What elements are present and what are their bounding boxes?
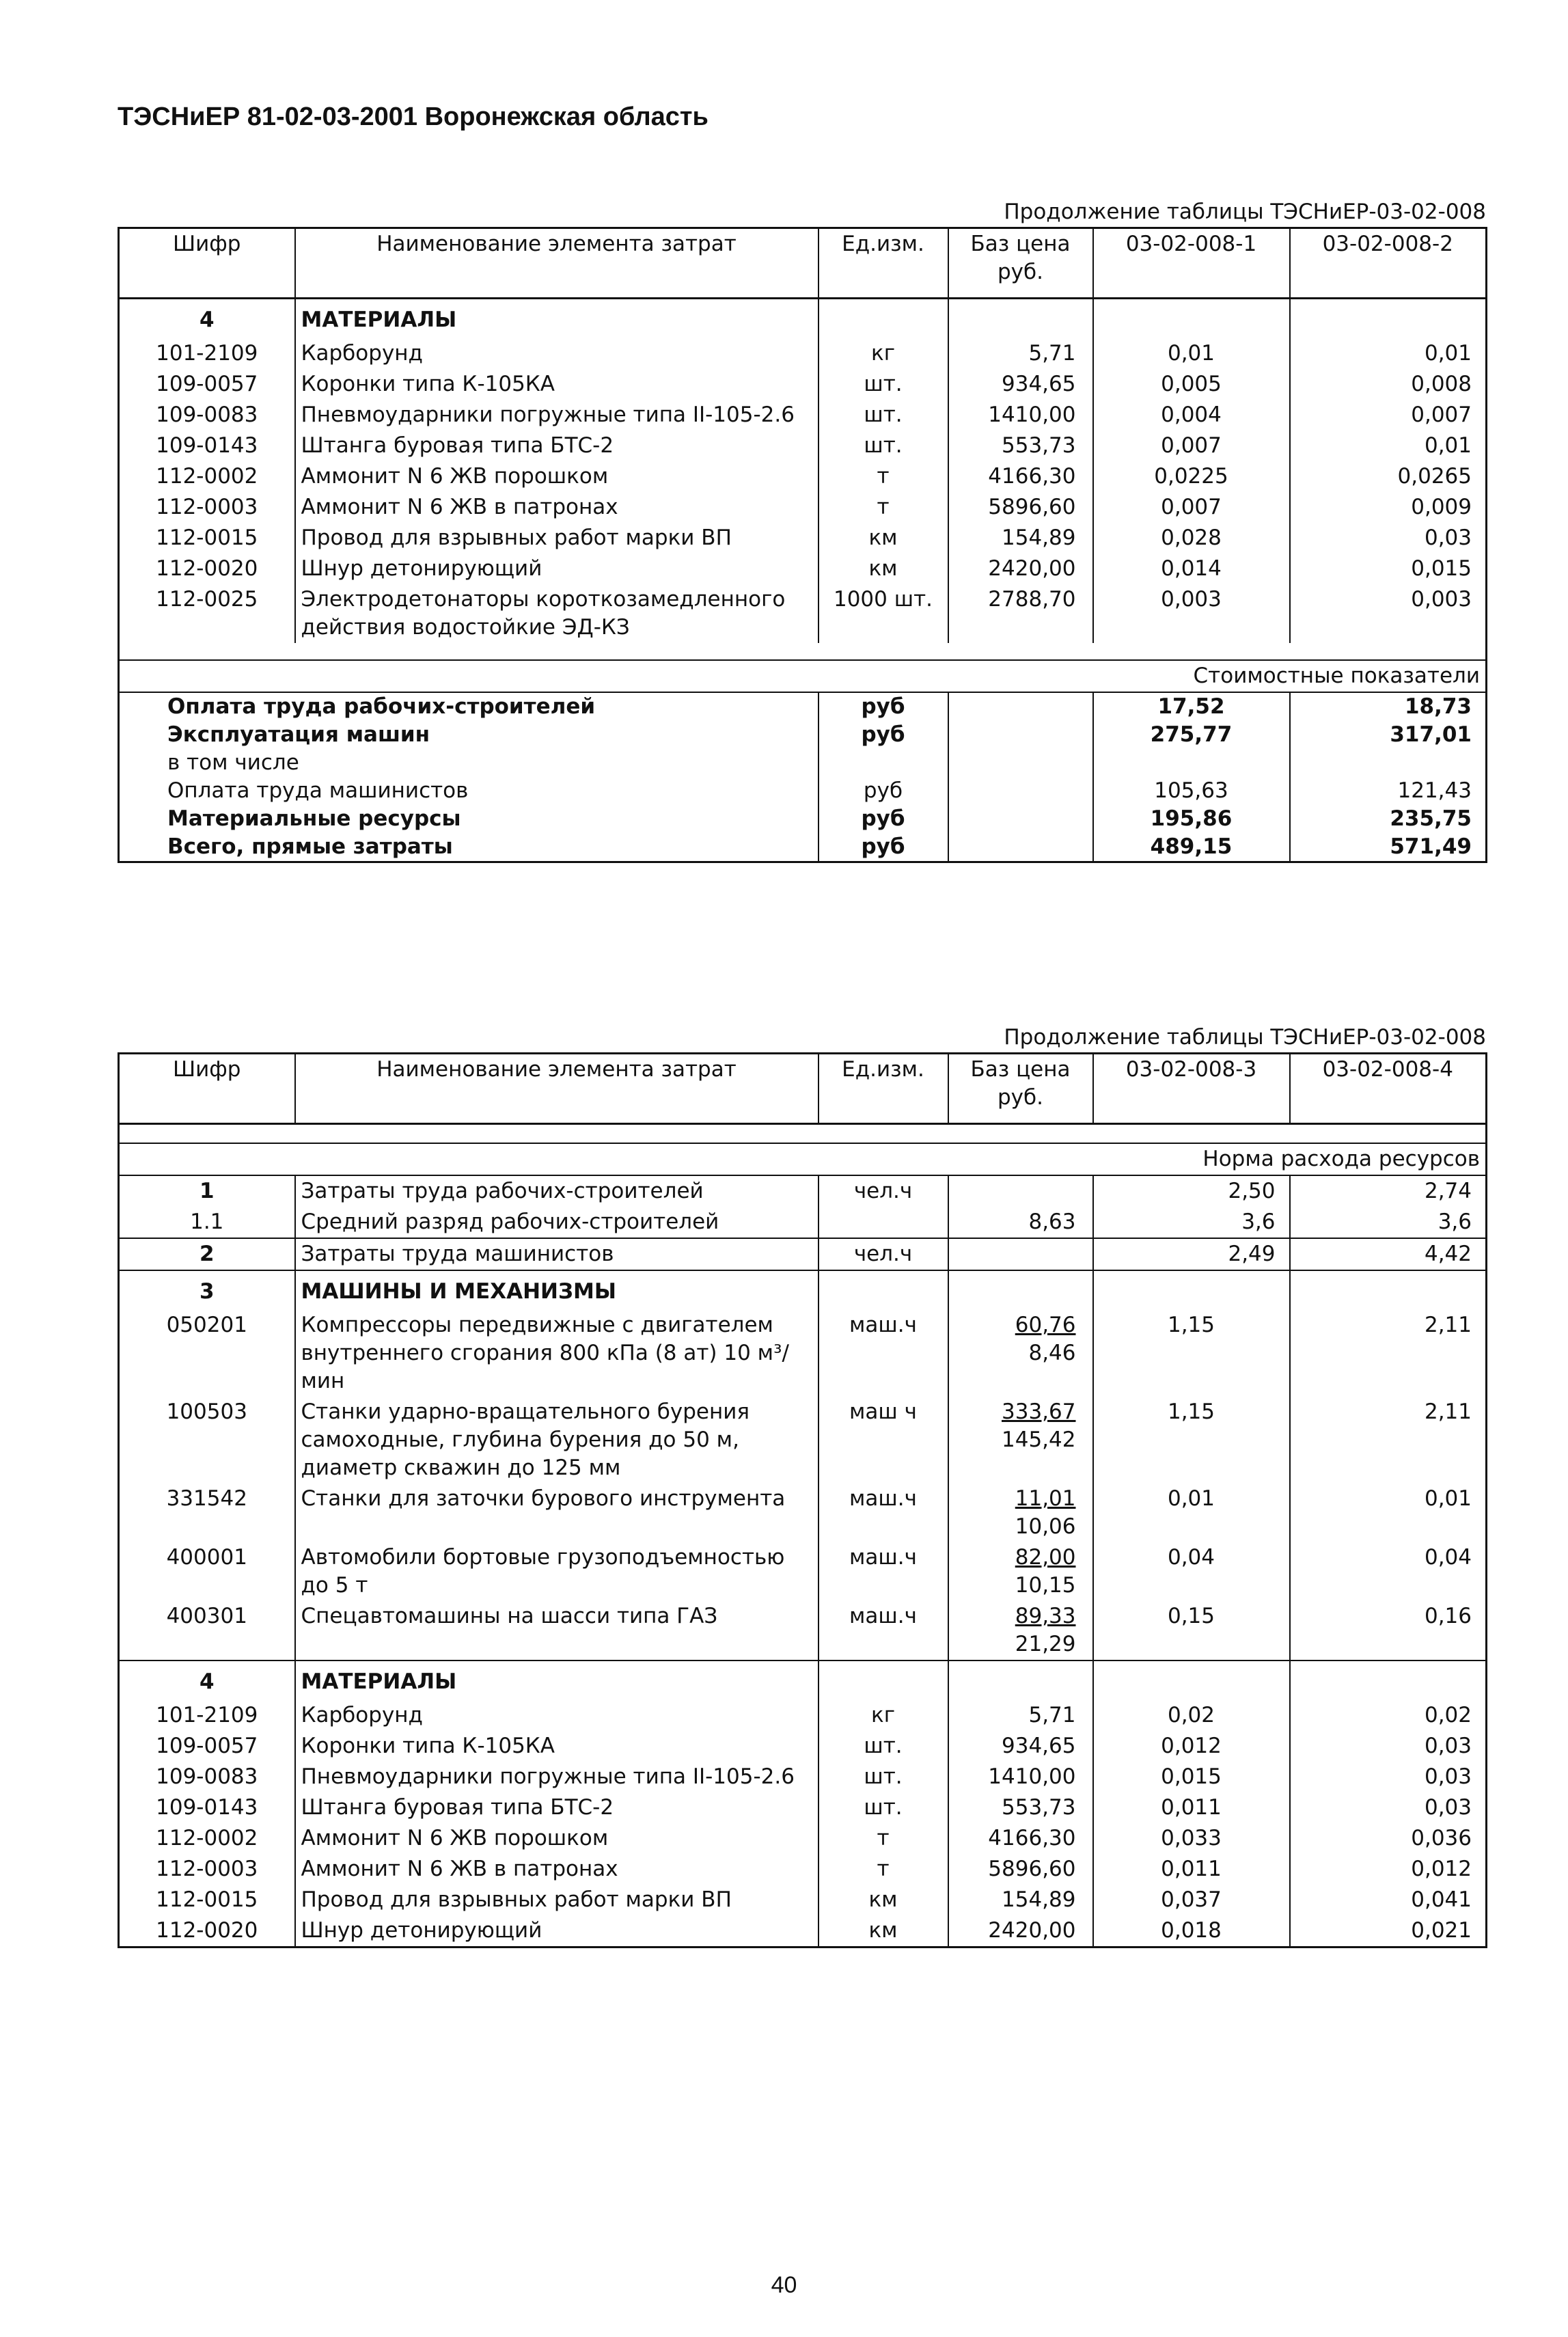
table-row	[119, 1915, 1487, 1948]
table-row	[119, 1397, 1487, 1484]
cell-price: 2420,00	[948, 554, 1093, 584]
cell-value-1: 0,012	[1093, 1731, 1290, 1762]
cost-caption	[119, 660, 1487, 692]
cell-value-2: 2,11	[1290, 1310, 1487, 1397]
cell-value-2: 2,11	[1290, 1397, 1487, 1484]
cell-code: 101-2109	[156, 1703, 258, 1727]
cost-value-2	[1290, 749, 1487, 777]
page-title: ТЭСНиЕР 81-02-03-2001 Воронежская область	[118, 102, 709, 131]
cell-name: Автомобили бортовые грузоподъемностью до 5 т	[295, 1542, 819, 1601]
cell-value-1: 0,011	[1093, 1854, 1290, 1885]
cell-name: Аммонит N 6 ЖВ в патронах	[295, 492, 819, 523]
cost-unit: руб	[819, 805, 948, 833]
cell-name: Шнур детонирующий	[295, 554, 819, 584]
col-header-code: Шифр	[119, 228, 295, 299]
cell-name: Затраты труда машинистов	[295, 1238, 819, 1270]
cell-unit: маш ч	[819, 1397, 948, 1484]
cell-code: 112-0015	[156, 525, 258, 550]
cell-unit: т	[819, 1854, 948, 1885]
cost-value-2: 571,49	[1290, 833, 1487, 862]
cell-code: 112-0003	[156, 1857, 258, 1881]
cell-code: 112-0025	[156, 587, 258, 612]
cell-code: 112-0020	[156, 556, 258, 581]
cell-unit: маш.ч	[819, 1310, 948, 1397]
cell-value-2: 0,015	[1290, 554, 1487, 584]
table1-body	[119, 299, 1487, 862]
table-row	[119, 400, 1487, 430]
table-row	[119, 1823, 1487, 1854]
cost-label: в том числе	[167, 750, 299, 775]
cell-value-2: 0,021	[1290, 1915, 1487, 1948]
cell-code: 109-0083	[156, 1764, 258, 1789]
table-row	[119, 338, 1487, 369]
cost-label: Эксплуатация машин	[167, 722, 430, 747]
cell-value-2: 0,03	[1290, 523, 1487, 554]
cost-row	[119, 805, 1487, 833]
cost-label: Оплата труда рабочих-строителей	[167, 694, 596, 719]
table-row	[119, 1700, 1487, 1731]
cell-price	[948, 1601, 1093, 1660]
cell-unit: т	[819, 1823, 948, 1854]
cell-value-1: 0,005	[1093, 369, 1290, 400]
cell-price: 8,63	[948, 1207, 1093, 1238]
cell-value-2: 2,74	[1290, 1175, 1487, 1207]
cell-code: 112-0002	[156, 464, 258, 489]
table-row	[119, 554, 1487, 584]
cell-unit: чел.ч	[819, 1238, 948, 1270]
price-base: 89,33	[1015, 1604, 1076, 1628]
cost-caption-text: Стоимостные показатели	[119, 660, 1487, 692]
norm-caption	[119, 1143, 1487, 1175]
cost-unit: руб	[819, 692, 948, 721]
cell-value-1: 0,037	[1093, 1885, 1290, 1915]
cell-value-1: 0,004	[1093, 400, 1290, 430]
cell-name: Затраты труда рабочих-строителей	[295, 1175, 819, 1207]
cost-value-2: 317,01	[1290, 721, 1487, 749]
table-row	[119, 1854, 1487, 1885]
cell-name: Карборунд	[295, 1700, 819, 1731]
cell-code: 112-0015	[156, 1887, 258, 1912]
spacer-row	[119, 643, 1487, 660]
col-header-name: Наименование элемента затрат	[295, 228, 819, 299]
cell-name: Спецавтомашины на шасси типа ГАЗ	[295, 1601, 819, 1660]
cell-code: 1.1	[190, 1210, 224, 1234]
cell-value-1: 0,007	[1093, 492, 1290, 523]
cell-unit: чел.ч	[819, 1175, 948, 1207]
section-code: 4	[119, 1660, 295, 1700]
cell-price: 2420,00	[948, 1915, 1093, 1948]
cell-price	[948, 1175, 1093, 1207]
cell-name: Коронки типа К-105КА	[295, 1731, 819, 1762]
cell-unit: шт.	[819, 1762, 948, 1792]
cell-value-1: 0,028	[1093, 523, 1290, 554]
cell-unit: км	[819, 1885, 948, 1915]
cell-price	[948, 1542, 1093, 1601]
cell-unit: км	[819, 554, 948, 584]
table-row	[119, 1542, 1487, 1601]
cell-code: 100503	[166, 1399, 247, 1424]
section-row	[119, 299, 1487, 339]
cost-label: Всего, прямые затраты	[119, 833, 819, 862]
section-name: МАТЕРИАЛЫ	[295, 299, 819, 339]
cost-label: Материальные ресурсы	[167, 806, 461, 831]
cell-code: 400001	[166, 1545, 247, 1570]
cell-value-2: 0,03	[1290, 1792, 1487, 1823]
cell-price	[948, 1310, 1093, 1397]
col-header-code: Шифр	[119, 1054, 295, 1124]
cell-code: 331542	[166, 1486, 247, 1511]
cell-price: 1410,00	[948, 400, 1093, 430]
cell-unit: шт.	[819, 369, 948, 400]
cost-value-1: 489,15	[1093, 833, 1290, 862]
cost-row	[119, 833, 1487, 862]
cell-code: 1	[199, 1179, 215, 1203]
cell-name: Пневмоударники погружные типа II-105-2.6	[295, 1762, 819, 1792]
cell-value-2: 0,16	[1290, 1601, 1487, 1660]
col-header-name: Наименование элемента затрат	[295, 1054, 819, 1124]
cell-name: Аммонит N 6 ЖВ в патронах	[295, 1854, 819, 1885]
price-labor: 21,29	[1015, 1632, 1076, 1656]
price-base: 333,67	[1002, 1399, 1076, 1424]
price-labor: 8,46	[1028, 1341, 1076, 1365]
cell-price	[948, 1238, 1093, 1270]
cell-code: 112-0003	[156, 495, 258, 519]
cell-name: Коронки типа К-105КА	[295, 369, 819, 400]
price-base: 11,01	[1015, 1486, 1076, 1511]
cell-value-1: 0,15	[1093, 1601, 1290, 1660]
cell-value-1: 0,011	[1093, 1792, 1290, 1823]
cell-price: 5,71	[948, 1700, 1093, 1731]
cell-code: 400301	[166, 1604, 247, 1628]
cell-name: Станки ударно-вращательного бурения самоходные, глубина бурения до 50 м, диаметр скважин до 125 мм	[295, 1397, 819, 1484]
cost-unit: руб	[819, 833, 948, 862]
table-row	[119, 1238, 1487, 1270]
cell-code: 109-0057	[156, 1734, 258, 1758]
section-name: МАШИНЫ И МЕХАНИЗМЫ	[295, 1270, 819, 1310]
table1-header-row	[119, 228, 1487, 299]
cell-code: 112-0002	[156, 1826, 258, 1850]
table-row	[119, 584, 1487, 643]
cell-price: 4166,30	[948, 1823, 1093, 1854]
cell-value-1: 0,014	[1093, 554, 1290, 584]
cell-name: Провод для взрывных работ марки ВП	[295, 1885, 819, 1915]
page-number: 40	[771, 2272, 797, 2298]
cell-price: 154,89	[948, 1885, 1093, 1915]
cell-price	[948, 1484, 1093, 1542]
cost-row	[119, 721, 1487, 749]
cell-price: 553,73	[948, 430, 1093, 461]
cost-row	[119, 692, 1487, 721]
cell-value-2: 0,036	[1290, 1823, 1487, 1854]
cell-unit: кг	[819, 1700, 948, 1731]
cell-value-1: 0,007	[1093, 430, 1290, 461]
cell-price: 2788,70	[948, 584, 1093, 643]
cell-price: 4166,30	[948, 461, 1093, 492]
cost-row	[119, 749, 1487, 777]
price-labor: 10,06	[1015, 1514, 1076, 1539]
cell-unit: маш.ч	[819, 1484, 948, 1542]
cost-label: Оплата труда машинистов	[167, 778, 469, 803]
cell-unit: т	[819, 461, 948, 492]
cell-name: Шнур детонирующий	[295, 1915, 819, 1948]
cost-unit	[819, 749, 948, 777]
table-row	[119, 1207, 1487, 1238]
table-row	[119, 1731, 1487, 1762]
col-header-unit: Ед.изм.	[819, 1054, 948, 1124]
cost-value-1: 105,63	[1093, 777, 1290, 805]
table-row	[119, 1762, 1487, 1792]
cell-unit: кг	[819, 338, 948, 369]
cost-value-2: 235,75	[1290, 805, 1487, 833]
cell-unit: шт.	[819, 1792, 948, 1823]
cell-unit: шт.	[819, 400, 948, 430]
table1-caption: Продолжение таблицы ТЭСНиЕР-03-02-008	[1004, 200, 1486, 224]
col-header-res2: 03-02-008-2	[1290, 228, 1487, 299]
table-row	[119, 1175, 1487, 1207]
cell-value-2: 0,009	[1290, 492, 1487, 523]
table2-header-row	[119, 1054, 1487, 1124]
cell-value-2: 0,012	[1290, 1854, 1487, 1885]
cell-value-1: 1,15	[1093, 1310, 1290, 1397]
section-code: 3	[119, 1270, 295, 1310]
cell-price: 1410,00	[948, 1762, 1093, 1792]
cell-value-1: 0,01	[1093, 1484, 1290, 1542]
cell-name: Провод для взрывных работ марки ВП	[295, 523, 819, 554]
cell-value-2: 4,42	[1290, 1238, 1487, 1270]
cell-value-2: 0,007	[1290, 400, 1487, 430]
section-row	[119, 1660, 1487, 1700]
cell-value-2: 0,03	[1290, 1731, 1487, 1762]
col-header-price: Баз цена руб.	[948, 228, 1093, 299]
table-row	[119, 461, 1487, 492]
cell-value-1: 0,018	[1093, 1915, 1290, 1948]
price-base: 60,76	[1015, 1313, 1076, 1337]
section-row	[119, 1270, 1487, 1310]
table-row	[119, 1885, 1487, 1915]
cell-value-2: 0,04	[1290, 1542, 1487, 1601]
table-row	[119, 369, 1487, 400]
cost-value-1	[1093, 749, 1290, 777]
table-row	[119, 492, 1487, 523]
col-header-res4: 03-02-008-4	[1290, 1054, 1487, 1124]
cell-value-2: 3,6	[1290, 1207, 1487, 1238]
cell-value-1: 3,6	[1093, 1207, 1290, 1238]
table-row	[119, 1310, 1487, 1397]
cell-unit: 1000 шт.	[819, 584, 948, 643]
cell-unit: маш.ч	[819, 1601, 948, 1660]
col-header-price: Баз цена руб.	[948, 1054, 1093, 1124]
cell-unit: км	[819, 523, 948, 554]
cell-value-1: 0,0225	[1093, 461, 1290, 492]
col-header-res1: 03-02-008-1	[1093, 228, 1290, 299]
cell-name: Станки для заточки бурового инструмента	[295, 1484, 819, 1542]
col-header-unit: Ед.изм.	[819, 228, 948, 299]
cell-unit: км	[819, 1915, 948, 1948]
cell-code: 112-0020	[119, 1915, 295, 1948]
table-row	[119, 1484, 1487, 1542]
section-code: 4	[199, 308, 215, 332]
col-header-res3: 03-02-008-3	[1093, 1054, 1290, 1124]
cell-name: Аммонит N 6 ЖВ порошком	[295, 1823, 819, 1854]
cell-value-1: 2,50	[1093, 1175, 1290, 1207]
cell-name: Пневмоударники погружные типа II-105-2.6	[295, 400, 819, 430]
cell-code: 109-0143	[156, 1795, 258, 1820]
cell-value-1: 0,04	[1093, 1542, 1290, 1601]
table2-caption: Продолжение таблицы ТЭСНиЕР-03-02-008	[1004, 1025, 1486, 1050]
cell-unit: шт.	[819, 1731, 948, 1762]
table2-body	[119, 1124, 1487, 1948]
cell-code: 109-0083	[156, 402, 258, 427]
cell-price: 5896,60	[948, 492, 1093, 523]
cell-price: 154,89	[948, 523, 1093, 554]
table-row	[119, 430, 1487, 461]
cell-price: 5,71	[948, 338, 1093, 369]
cell-name: Карборунд	[295, 338, 819, 369]
cell-code: 109-0143	[156, 433, 258, 458]
cell-value-1: 0,01	[1093, 338, 1290, 369]
cell-value-1: 0,033	[1093, 1823, 1290, 1854]
cost-unit: руб	[819, 721, 948, 749]
cell-value-2: 0,02	[1290, 1700, 1487, 1731]
table-row	[119, 523, 1487, 554]
cell-value-2: 0,01	[1290, 338, 1487, 369]
table-row	[119, 1601, 1487, 1660]
cost-row	[119, 777, 1487, 805]
cell-value-1: 1,15	[1093, 1397, 1290, 1484]
spacer-row	[119, 1124, 1487, 1144]
cost-value-2: 121,43	[1290, 777, 1487, 805]
cell-name: Штанга буровая типа БТС-2	[295, 1792, 819, 1823]
cell-price	[948, 1397, 1093, 1484]
cell-price: 934,65	[948, 369, 1093, 400]
table2	[118, 1052, 1487, 1948]
cell-name: Компрессоры передвижные с двигателем внутреннего сгорания 800 кПа (8 ат) 10 м³/мин	[295, 1310, 819, 1397]
cell-price: 553,73	[948, 1792, 1093, 1823]
cell-code: 109-0057	[156, 372, 258, 396]
cell-value-2: 0,01	[1290, 1484, 1487, 1542]
cell-code: 2	[119, 1238, 295, 1270]
cost-value-1: 275,77	[1093, 721, 1290, 749]
cell-code: 050201	[166, 1313, 247, 1337]
price-labor: 10,15	[1015, 1573, 1076, 1598]
cost-value-1: 195,86	[1093, 805, 1290, 833]
cell-value-1: 0,02	[1093, 1700, 1290, 1731]
cost-value-2: 18,73	[1290, 692, 1487, 721]
cell-value-2: 0,03	[1290, 1762, 1487, 1792]
cost-unit: руб	[819, 777, 948, 805]
cell-price: 5896,60	[948, 1854, 1093, 1885]
price-base: 82,00	[1015, 1545, 1076, 1570]
cell-price: 934,65	[948, 1731, 1093, 1762]
section-name: МАТЕРИАЛЫ	[295, 1660, 819, 1700]
cell-unit	[819, 1207, 948, 1238]
cell-value-2: 0,003	[1290, 584, 1487, 643]
norm-caption-text: Норма расхода ресурсов	[119, 1143, 1487, 1175]
table-row	[119, 1792, 1487, 1823]
cost-value-1: 17,52	[1093, 692, 1290, 721]
cell-unit: т	[819, 492, 948, 523]
cell-value-2: 0,01	[1290, 430, 1487, 461]
cell-value-2: 0,008	[1290, 369, 1487, 400]
cell-value-1: 0,015	[1093, 1762, 1290, 1792]
price-labor: 145,42	[1002, 1427, 1076, 1452]
cell-value-2: 0,041	[1290, 1885, 1487, 1915]
cell-code: 101-2109	[156, 341, 258, 366]
cell-name: Аммонит N 6 ЖВ порошком	[295, 461, 819, 492]
cell-value-1: 0,003	[1093, 584, 1290, 643]
cell-name: Электродетонаторы короткозамедленного действия водостойкие ЭД-КЗ	[295, 584, 819, 643]
cell-unit: маш.ч	[819, 1542, 948, 1601]
cell-value-1: 2,49	[1093, 1238, 1290, 1270]
cell-value-2: 0,0265	[1290, 461, 1487, 492]
cell-name: Средний разряд рабочих-строителей	[295, 1207, 819, 1238]
cell-unit: шт.	[819, 430, 948, 461]
cell-name: Штанга буровая типа БТС-2	[295, 430, 819, 461]
table1	[118, 227, 1487, 863]
